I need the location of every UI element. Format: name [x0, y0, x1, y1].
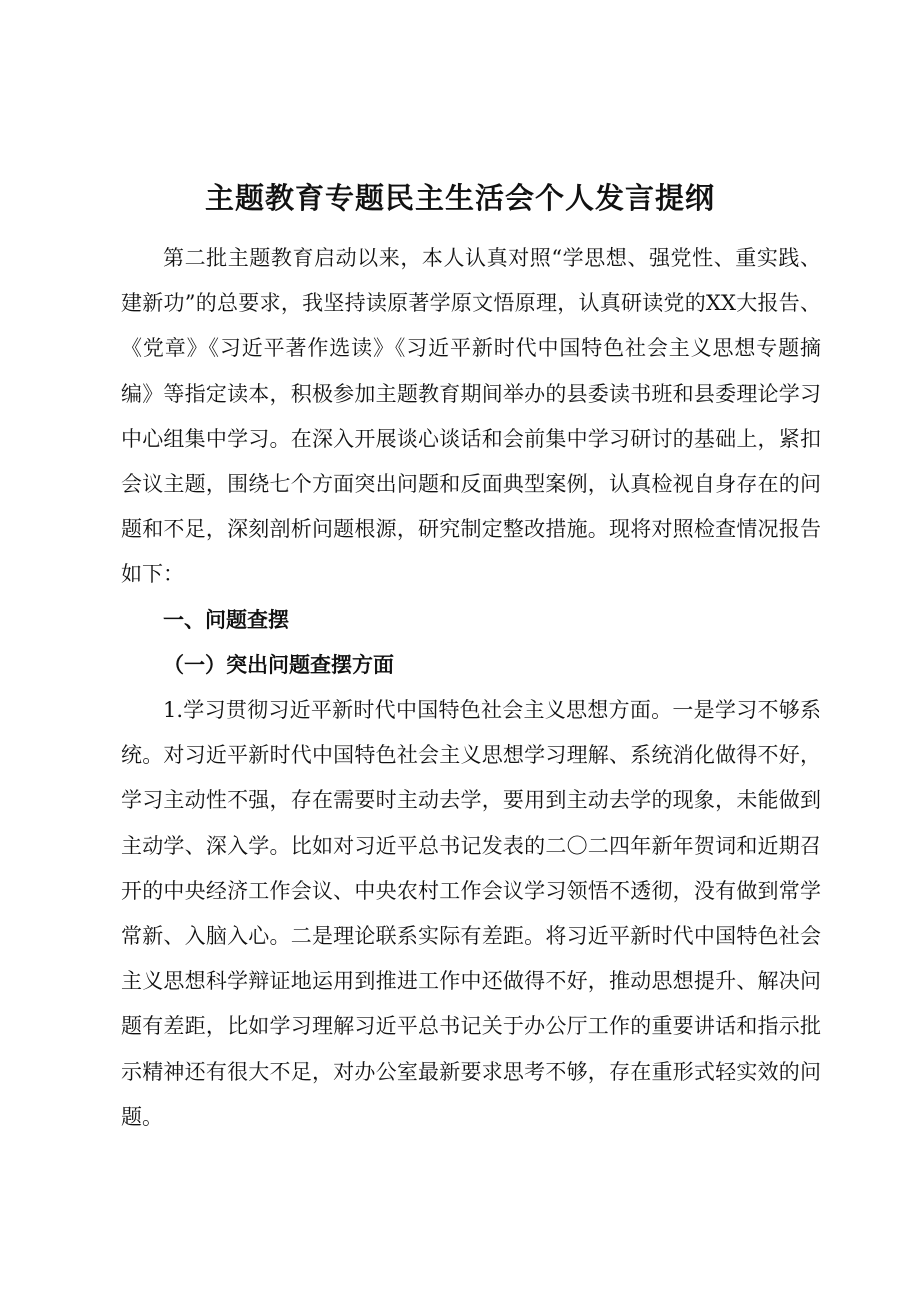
document-body — [121, 236, 821, 1140]
subsection-heading: （一）突出问题查摆方面 — [163, 652, 394, 677]
intro-paragraph: 第二批主题教育启动以来，本人认真对照“学思想、强党性、重实践、建新功”的总要求，我坚持读原著学原文悟原理，认真研读党的XX大报告、《党章》《习近平著作选读》《习近平新时代中国特色社会主义思想专题摘编》等指定读本，积极参加主题教育期间举办的县委读书班和县委理论学习中心组集中学习。在深入开展谈心谈话和会前集中学习研讨的基础上，紧扣会议主题，围绕七个方面突出问题和反面典型案例，认真检视自身存在的问题和不足，深刻剖析问题根源，研究制定整改措施。现将对照检查情况报告如下： — [121, 246, 821, 587]
body-paragraph: 1.学习贯彻习近平新时代中国特色社会主义思想方面。一是学习不够系统。对习近平新时代中国特色社会主义思想学习理解、系统消化做得不好，学习主动性不强，存在需要时主动去学，要用到主动去学的现象，未能做到主动学、深入学。比如对习近平总书记发表的二〇二四年新年贺词和近期召开的中央经济工作会议、中央农村工作会议学习领悟不透彻，没有做到常学常新、入脑入心。二是理论联系实际有差距。将习近平新时代中国特色社会主义思想科学辩证地运用到推进工作中还做得不好，推动思想提升、解决问题有差距，比如学习理解习近平总书记关于办公厅工作的重要讲话和指示批示精神还有很大不足，对办公室最新要求思考不够，存在重形式轻实效的问题。 — [121, 698, 821, 1129]
section-heading: 一、问题查摆 — [163, 607, 289, 632]
document-title: 主题教育专题民主生活会个人发言提纲 — [204, 181, 715, 215]
